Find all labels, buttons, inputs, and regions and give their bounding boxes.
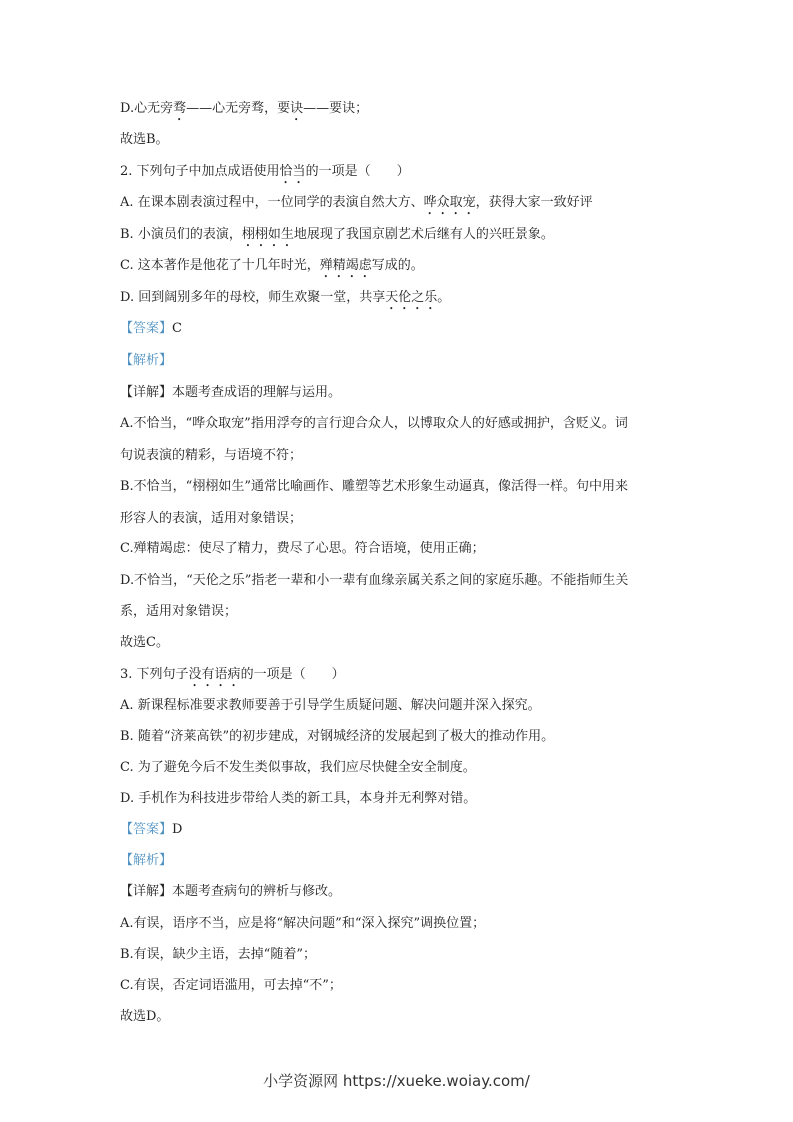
text-line: C.殚精竭虑：使尽了精力，费尽了心思。符合语境，使用正确； bbox=[120, 541, 485, 556]
question-3-stem bbox=[120, 667, 345, 690]
answer-value: D bbox=[172, 822, 183, 837]
answer-line bbox=[120, 822, 182, 838]
text-line: 【详解】本题考查成语的理解与运用。 bbox=[120, 385, 342, 400]
text-line: A.有误，语序不当，应是将“解决问题”和“深入探究”调换位置； bbox=[120, 916, 486, 931]
question-2-stem bbox=[120, 164, 410, 187]
text-segment: ——心无旁骛，要 bbox=[186, 101, 291, 116]
emphasized-text: 哗众取宠 bbox=[423, 195, 476, 210]
text-segment: 地展现了我国京剧艺术后继有人的兴旺景象。 bbox=[293, 227, 554, 242]
text-line: 系，适用对象错误； bbox=[120, 604, 238, 619]
footer-watermark: 小学资源网 https://xueke.woiay.com/ bbox=[263, 1072, 530, 1090]
answer-value: C bbox=[172, 321, 182, 336]
text-segment: D.心无旁 bbox=[120, 101, 174, 116]
answer-line bbox=[120, 321, 182, 337]
text-line: 【详解】本题考查病句的辨析与修改。 bbox=[120, 884, 342, 899]
text-segment: 的一项是（ ） bbox=[305, 164, 410, 179]
emphasized-text: 没有语病 bbox=[188, 667, 241, 682]
analysis-tag: 【解析】 bbox=[120, 853, 173, 868]
option-b bbox=[120, 227, 554, 250]
analysis-tag: 【解析】 bbox=[120, 353, 173, 368]
text-line: 形容人的表演，适用对象错误； bbox=[120, 511, 303, 526]
text-segment: A. 在课本剧表演过程中，一位同学的表演自然大方、 bbox=[120, 195, 424, 210]
text-line: 故选B。 bbox=[120, 132, 169, 147]
text-line: 句说表演的精彩，与语境不符； bbox=[120, 448, 303, 463]
text-segment: ，获得大家一致好评 bbox=[475, 195, 593, 210]
emphasized-text: 栩栩如生 bbox=[241, 227, 294, 242]
option-a: A. 新课程标准要求教师要善于引导学生质疑问题、解决问题并深入探究。 bbox=[120, 698, 541, 713]
text-segment: 写成的。 bbox=[371, 258, 424, 273]
emphasized-text: 骛 bbox=[173, 101, 187, 116]
text-segment: C. 这本著作是他花了十几年时光， bbox=[120, 258, 320, 273]
answer-tag: 【答案】 bbox=[120, 822, 173, 837]
option-d bbox=[120, 290, 450, 313]
option-b: B. 随着“济莱高铁”的初步建成，对钢城经济的发展起到了极大的推动作用。 bbox=[120, 729, 555, 744]
text-line: 故选C。 bbox=[120, 635, 169, 650]
text-segment: 。 bbox=[437, 290, 451, 305]
text-line: B.不恰当，“栩栩如生”通常比喻画作、雕塑等艺术形象生动逼真，像活得一样。句中用来 bbox=[120, 479, 628, 494]
text-line: C.有误，否定词语滥用，可去掉“不”； bbox=[120, 978, 342, 993]
emphasized-text: 诀 bbox=[290, 101, 304, 116]
text-line: A.不恰当，“哗众取宠”指用浮夸的言行迎合众人，以博取众人的好感或拥护，含贬义。词 bbox=[120, 416, 628, 431]
text-segment: 的一项是（ ） bbox=[240, 667, 345, 682]
text-segment: ——要诀； bbox=[303, 101, 369, 116]
answer-tag: 【答案】 bbox=[120, 321, 173, 336]
text-line bbox=[120, 101, 368, 124]
text-line: B.有误，缺少主语，去掉“随着”； bbox=[120, 947, 316, 962]
emphasized-text: 恰当 bbox=[279, 164, 306, 179]
text-line: D.不恰当，“天伦之乐”指老一辈和小一辈有血缘亲属关系之间的家庭乐趣。不能指师生关 bbox=[120, 573, 629, 588]
emphasized-text: 天伦之乐 bbox=[385, 290, 438, 305]
option-c: C. 为了避免今后不发生类似事故，我们应尽快健全安全制度。 bbox=[120, 760, 476, 775]
option-c bbox=[120, 258, 424, 281]
text-segment: 2. 下列句子中加点成语使用 bbox=[120, 164, 280, 179]
text-segment: D. 回到阔别多年的母校，师生欢聚一堂，共享 bbox=[120, 290, 386, 305]
option-a bbox=[120, 195, 593, 218]
text-segment: 3. 下列句子 bbox=[120, 667, 189, 682]
emphasized-text: 殚精竭虑 bbox=[319, 258, 372, 273]
option-d: D. 手机作为科技进步带给人类的新工具，本身并无利弊对错。 bbox=[120, 791, 477, 806]
text-segment: B. 小演员们的表演， bbox=[120, 227, 242, 242]
text-line: 故选D。 bbox=[120, 1009, 170, 1024]
